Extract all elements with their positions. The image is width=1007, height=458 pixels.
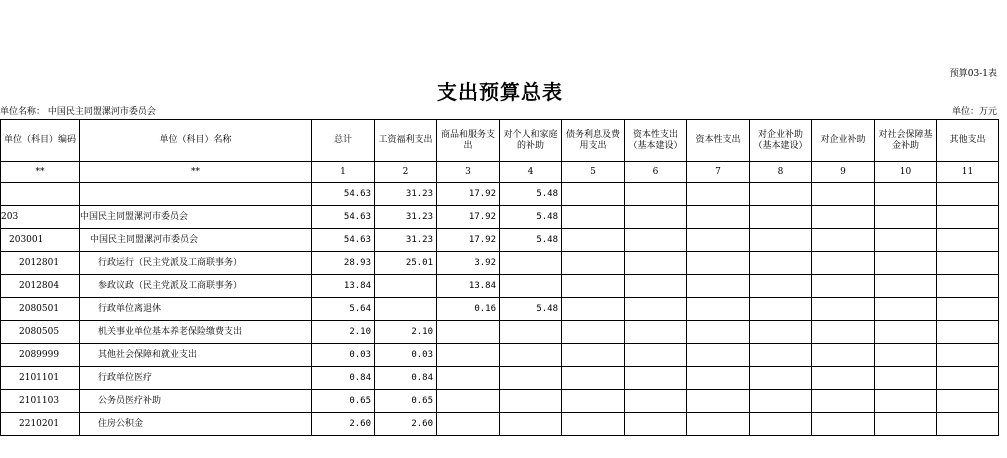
value-cell [625, 252, 687, 275]
value-cell [562, 390, 625, 413]
column-header: 对个人和家庭的补助 [500, 120, 562, 162]
row-code-cell: 2012801 [1, 252, 80, 275]
value-cell [937, 321, 999, 344]
value-cell [625, 229, 687, 252]
table-row [1, 206, 999, 229]
value-cell [937, 183, 999, 206]
budget-table [0, 119, 999, 436]
row-code-cell [1, 183, 80, 206]
value-cell [812, 390, 875, 413]
column-index-cell: 7 [687, 162, 750, 183]
value-cell [937, 390, 999, 413]
value-cell: 0.65 [312, 390, 375, 413]
value-cell [937, 367, 999, 390]
value-cell [437, 390, 500, 413]
value-cell: 13.84 [312, 275, 375, 298]
value-cell: 2.60 [375, 413, 437, 436]
column-header: 其他支出 [937, 120, 999, 162]
value-cell [750, 183, 812, 206]
row-code-cell: 2101103 [1, 390, 80, 413]
row-code-cell: 2101101 [1, 367, 80, 390]
table-row [1, 367, 999, 390]
value-cell [500, 275, 562, 298]
column-header: 总计 [312, 120, 375, 162]
table-row [1, 321, 999, 344]
value-cell: 2.10 [375, 321, 437, 344]
column-index-cell: ** [1, 162, 80, 183]
value-cell [687, 413, 750, 436]
value-cell: 5.48 [500, 298, 562, 321]
table-row [1, 413, 999, 436]
value-cell [937, 298, 999, 321]
row-code-cell: 2080501 [1, 298, 80, 321]
value-cell: 5.48 [500, 229, 562, 252]
value-cell: 5.48 [500, 206, 562, 229]
column-index-cell: 3 [437, 162, 500, 183]
table-row [1, 275, 999, 298]
value-cell [750, 229, 812, 252]
column-header: 债务利息及费用支出 [562, 120, 625, 162]
value-cell [812, 344, 875, 367]
row-code-cell: 203001 [1, 229, 80, 252]
value-cell: 0.03 [375, 344, 437, 367]
value-cell: 54.63 [312, 206, 375, 229]
value-cell [562, 275, 625, 298]
value-cell [812, 321, 875, 344]
form-code-label: 预算03-1表 [949, 69, 997, 79]
value-cell [812, 229, 875, 252]
value-cell [812, 206, 875, 229]
column-index-cell: 11 [937, 162, 999, 183]
column-index-cell: 6 [625, 162, 687, 183]
value-cell [687, 344, 750, 367]
value-cell [812, 367, 875, 390]
value-cell [562, 321, 625, 344]
value-cell: 0.03 [312, 344, 375, 367]
column-header: 对企业补助 [812, 120, 875, 162]
value-cell [875, 413, 937, 436]
table-row [1, 298, 999, 321]
value-cell: 5.48 [500, 183, 562, 206]
value-cell [562, 252, 625, 275]
value-cell: 17.92 [437, 183, 500, 206]
value-cell: 28.93 [312, 252, 375, 275]
value-cell: 0.84 [312, 367, 375, 390]
value-cell [562, 183, 625, 206]
value-cell [500, 252, 562, 275]
value-cell [437, 413, 500, 436]
value-cell: 2.60 [312, 413, 375, 436]
value-cell: 5.64 [312, 298, 375, 321]
row-code-cell: 2012804 [1, 275, 80, 298]
value-cell [437, 321, 500, 344]
value-cell: 0.84 [375, 367, 437, 390]
value-cell [750, 367, 812, 390]
value-cell [750, 413, 812, 436]
value-cell [750, 275, 812, 298]
value-cell: 31.23 [375, 206, 437, 229]
value-cell [562, 298, 625, 321]
value-cell [812, 413, 875, 436]
value-cell [687, 390, 750, 413]
value-cell [750, 344, 812, 367]
value-cell [625, 321, 687, 344]
value-cell [687, 367, 750, 390]
column-index-cell: ** [80, 162, 312, 183]
value-cell [437, 344, 500, 367]
currency-unit-label: 单位：万元 [951, 107, 997, 117]
row-name-cell: 公务员医疗补助 [80, 390, 312, 413]
column-index-cell: 10 [875, 162, 937, 183]
column-header: 单位（科目）编码 [1, 120, 80, 162]
value-cell [750, 390, 812, 413]
value-cell [500, 413, 562, 436]
value-cell [750, 252, 812, 275]
value-cell: 54.63 [312, 183, 375, 206]
value-cell [687, 298, 750, 321]
value-cell [875, 252, 937, 275]
value-cell [562, 229, 625, 252]
value-cell [875, 275, 937, 298]
value-cell [562, 206, 625, 229]
value-cell [750, 206, 812, 229]
column-index-cell: 2 [375, 162, 437, 183]
row-name-cell: 中国民主同盟漯河市委员会 [80, 229, 312, 252]
value-cell [875, 206, 937, 229]
column-header: 对企业补助（基本建设） [750, 120, 812, 162]
column-header: 商品和服务支出 [437, 120, 500, 162]
unit-name-label: 单位名称： 中国民主同盟漯河市委员会 [0, 107, 156, 117]
column-header: 资本性支出（基本建设） [625, 120, 687, 162]
value-cell [562, 413, 625, 436]
value-cell [500, 367, 562, 390]
value-cell [937, 413, 999, 436]
value-cell [812, 298, 875, 321]
value-cell [375, 298, 437, 321]
value-cell [625, 390, 687, 413]
row-name-cell: 行政运行（民主党派及工商联事务） [80, 252, 312, 275]
value-cell [500, 321, 562, 344]
value-cell [500, 344, 562, 367]
header-row [1, 120, 999, 162]
value-cell [687, 321, 750, 344]
column-index-cell: 9 [812, 162, 875, 183]
row-name-cell: 住房公积金 [80, 413, 312, 436]
value-cell: 13.84 [437, 275, 500, 298]
value-cell [750, 298, 812, 321]
value-cell [875, 229, 937, 252]
row-name-cell [80, 183, 312, 206]
value-cell [875, 298, 937, 321]
value-cell: 0.65 [375, 390, 437, 413]
value-cell [937, 206, 999, 229]
value-cell [687, 229, 750, 252]
value-cell [937, 252, 999, 275]
column-index-cell: 1 [312, 162, 375, 183]
column-index-cell: 8 [750, 162, 812, 183]
value-cell [437, 367, 500, 390]
table-row [1, 229, 999, 252]
value-cell [625, 413, 687, 436]
row-name-cell: 行政单位医疗 [80, 367, 312, 390]
row-name-cell: 其他社会保障和就业支出 [80, 344, 312, 367]
value-cell [625, 183, 687, 206]
column-index-row [1, 162, 999, 183]
row-name-cell: 行政单位离退休 [80, 298, 312, 321]
value-cell: 3.92 [437, 252, 500, 275]
table-row [1, 252, 999, 275]
column-header: 资本性支出 [687, 120, 750, 162]
value-cell [875, 367, 937, 390]
value-cell [875, 321, 937, 344]
row-code-cell: 2210201 [1, 413, 80, 436]
value-cell [687, 275, 750, 298]
column-index-cell: 4 [500, 162, 562, 183]
column-index-cell: 5 [562, 162, 625, 183]
value-cell: 31.23 [375, 183, 437, 206]
value-cell: 17.92 [437, 229, 500, 252]
column-header: 单位（科目）名称 [80, 120, 312, 162]
value-cell [750, 321, 812, 344]
value-cell: 17.92 [437, 206, 500, 229]
value-cell: 25.01 [375, 252, 437, 275]
column-header: 工资福利支出 [375, 120, 437, 162]
value-cell [687, 206, 750, 229]
table-row [1, 344, 999, 367]
value-cell [875, 390, 937, 413]
value-cell [562, 367, 625, 390]
value-cell [937, 229, 999, 252]
value-cell [937, 344, 999, 367]
value-cell [812, 183, 875, 206]
row-name-cell: 中国民主同盟漯河市委员会 [80, 206, 312, 229]
value-cell [375, 275, 437, 298]
value-cell [937, 275, 999, 298]
value-cell [625, 275, 687, 298]
value-cell [625, 206, 687, 229]
value-cell [500, 390, 562, 413]
column-header: 对社会保障基金补助 [875, 120, 937, 162]
value-cell: 31.23 [375, 229, 437, 252]
row-name-cell: 机关事业单位基本养老保险缴费支出 [80, 321, 312, 344]
page-title: 支出预算总表 [437, 80, 563, 104]
value-cell [625, 344, 687, 367]
table-row [1, 390, 999, 413]
row-code-cell: 2080505 [1, 321, 80, 344]
row-name-cell: 参政议政（民主党派及工商联事务） [80, 275, 312, 298]
value-cell [875, 183, 937, 206]
row-code-cell: 2089999 [1, 344, 80, 367]
value-cell [625, 367, 687, 390]
value-cell [687, 252, 750, 275]
value-cell [562, 344, 625, 367]
value-cell: 54.63 [312, 229, 375, 252]
value-cell: 2.10 [312, 321, 375, 344]
table-row [1, 183, 999, 206]
value-cell [875, 344, 937, 367]
value-cell [687, 183, 750, 206]
value-cell: 0.16 [437, 298, 500, 321]
value-cell [625, 298, 687, 321]
value-cell [812, 275, 875, 298]
value-cell [812, 252, 875, 275]
row-code-cell: 203 [1, 206, 80, 229]
